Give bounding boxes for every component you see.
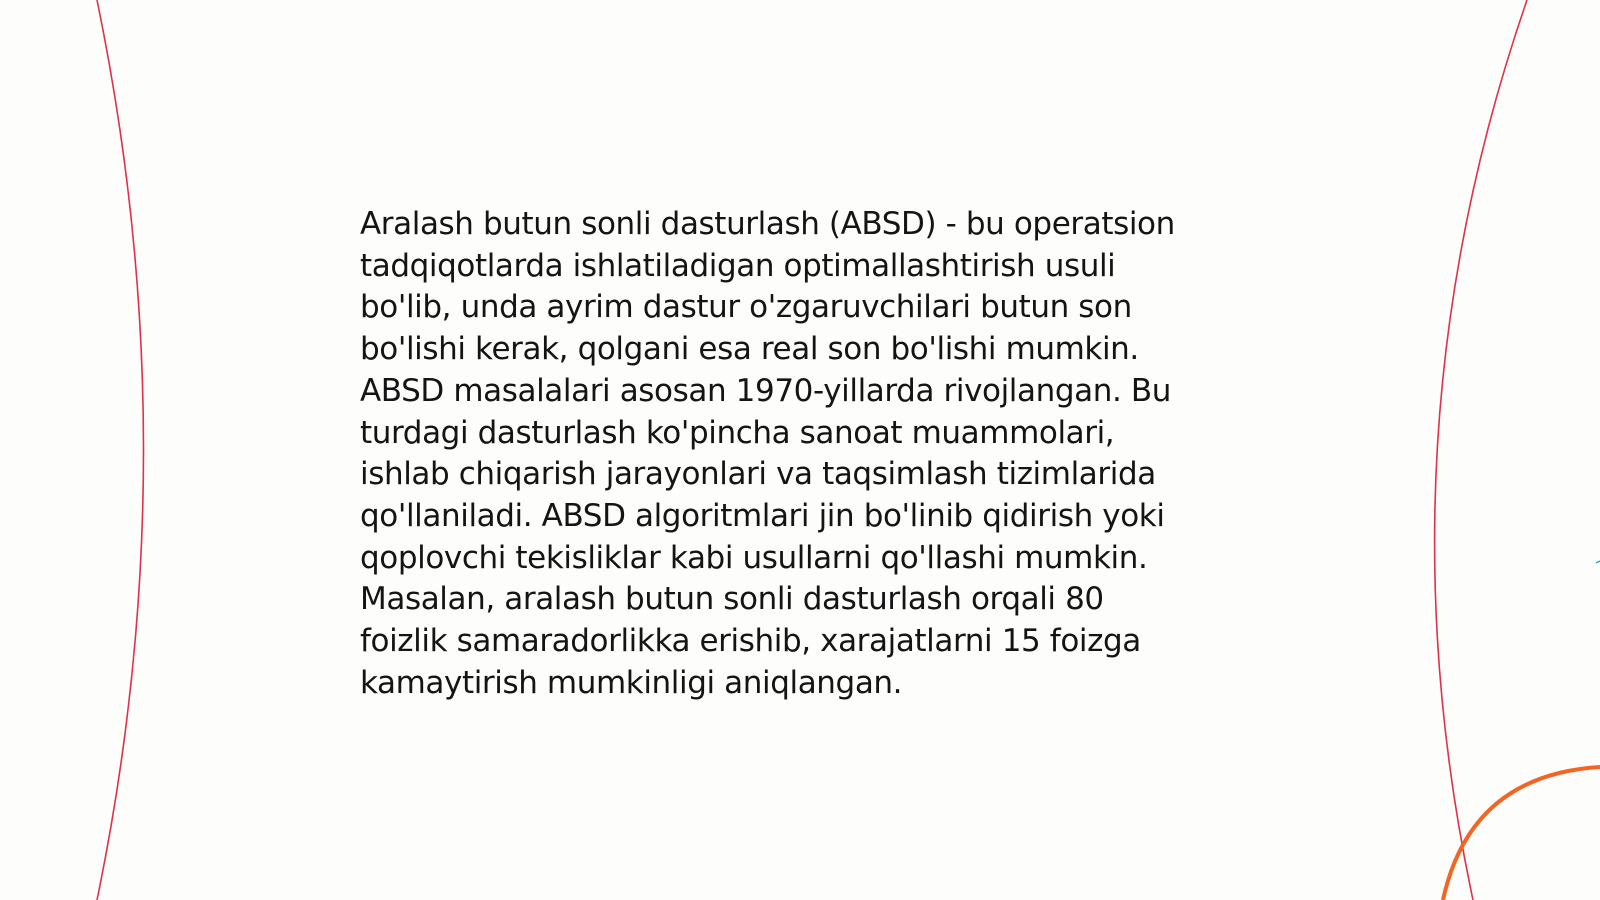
left-curve-line (97, 0, 144, 900)
small-edge-mark (1596, 561, 1600, 563)
body-paragraph: Aralash butun sonli dasturlash (ABSD) - bu operatsion tadqiqotlarda ishlatiladigan optimallashtirish usuli bo'lib, unda ayrim dastur o'zgaruvchilari butun son bo'lishi kerak, qolgani esa real son bo'lishi mumkin. ABSD masalalari asosan 1970-yillarda rivojlangan. Bu turdagi dasturlash ko'pincha sanoat muammolari, ishlab chiqarish jarayonlari va taqsimlash tizimlarida qo'llaniladi. ABSD algoritmlari jin bo'linib qidirish yoki qoplovchi tekisliklar kabi usullarni qo'llashi mumkin. Masalan, aralash butun sonli dasturlash orqali 80 foizlik samaradorlikka erishib, xarajatlarni 15 foizga kamaytirish mumkinligi aniqlangan. (360, 206, 1175, 701)
right-curve-line (1435, 0, 1527, 900)
orange-accent-arc (1443, 767, 1600, 900)
